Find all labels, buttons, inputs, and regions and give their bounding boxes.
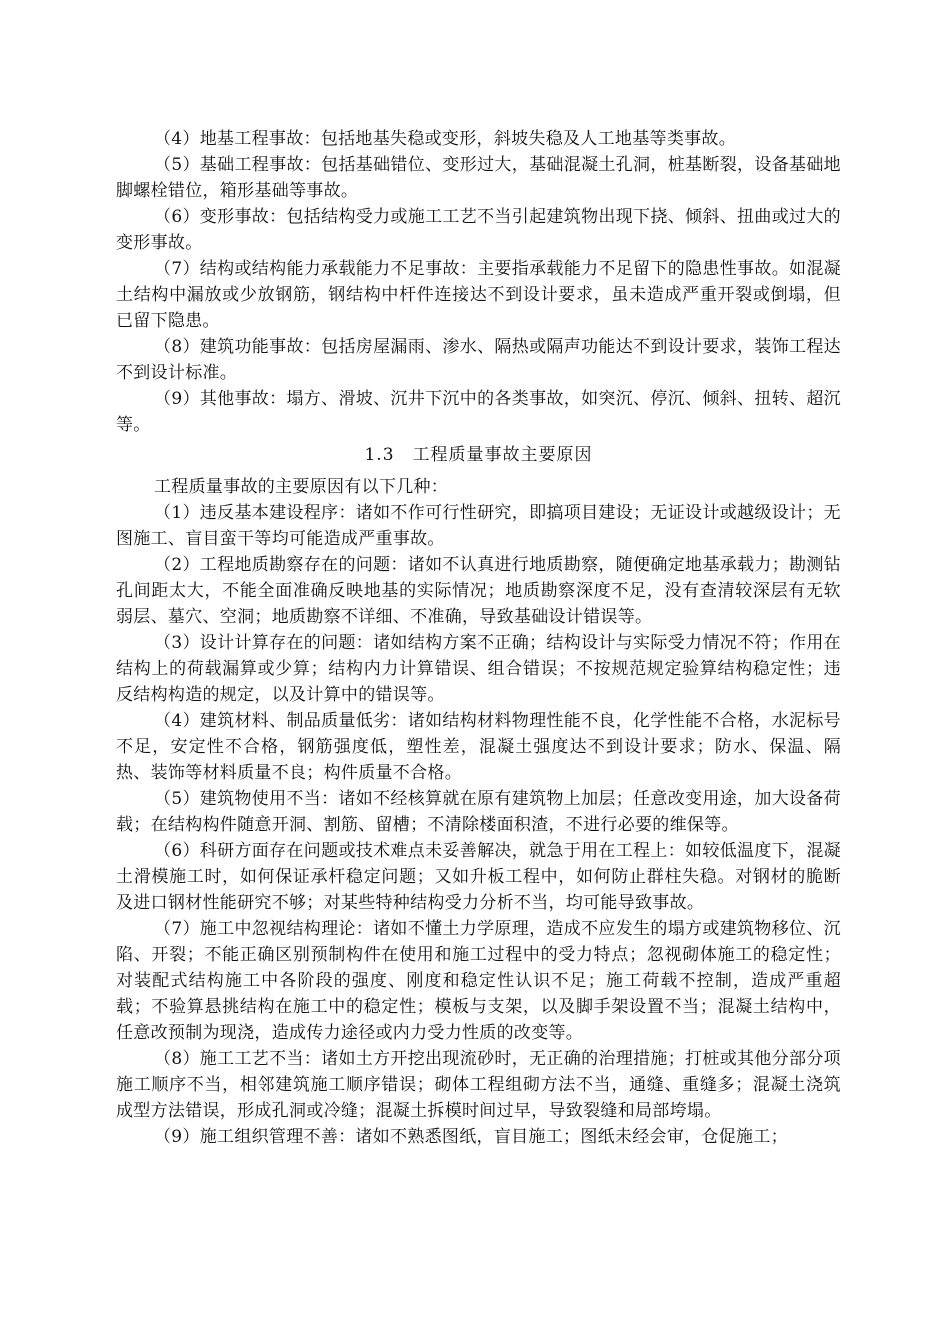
paragraph-cause-7: （7）施工中忽视结构理论：诸如不懂土力学原理，造成不应发生的塌方或建筑物移位、沉陷、开裂；不能正确区别预制构件在使用和施工过程中的受力特点；忽视砌体施工的稳定性；对装配式结构施工中各阶段的强度、刚度和稳定性认识不足；施工荷载不控制，造成严重超载；不验算悬挑结构在施工中的稳定性；模板与支架，以及脚手架设置不当；混凝土结构中，任意改预制为现浇，造成传力途径或内力受力性质的改变等。 [116,919,841,1043]
paragraph-cause-4: （4）建筑材料、制品质量低劣：诸如结构材料物理性能不良，化学性能不合格，水泥标号不足，安定性不合格，钢筋强度低，塑性差，混凝土强度达不到设计要求；防水、保温、隔热、装饰等材料质量不良；构件质量不合格。 [116,711,841,783]
paragraph-cause-8: （8）施工工艺不当：诸如土方开挖出现流砂时，无正确的治理措施；打桩或其他分部分项施工顺序不当，相邻建筑施工顺序错误；砌体工程组砌方法不当，通缝、重缝多；混凝土浇筑成型方法错误，形成孔洞或冷缝；混凝土拆模时间过早，导致裂缝和局部垮塌。 [116,1049,841,1121]
paragraph-cause-3: （3）设计计算存在的问题：诸如结构方案不正确；结构设计与实际受力情况不符；作用在结构上的荷载漏算或少算；结构内力计算错误、组合错误；不按规范规定验算结构稳定性；违反结构构造的规定，以及计算中的错误等。 [116,633,841,705]
paragraph-cause-2: （2）工程地质勘察存在的问题：诸如不认真进行地质勘察，随便确定地基承载力；勘测钻孔间距太大，不能全面准确反映地基的实际情况；地质勘察深度不足，没有查清较深层有无软弱层、墓穴、空洞；地质勘察不详细、不准确，导致基础设计错误等。 [116,555,841,627]
paragraph-cause-5: （5）建筑物使用不当：诸如不经核算就在原有建筑物上加层；任意改变用途，加大设备荷载；在结构构件随意开洞、割筋、留槽；不清除楼面积渣，不进行必要的维保等。 [116,789,841,835]
paragraph-foundation-accident: （4）地基工程事故：包括地基失稳或变形，斜坡失稳及人工地基等类事故。 [154,129,737,149]
paragraph-cause-1: （1）违反基本建设程序：诸如不作可行性研究，即搞项目建设；无证设计或越级设计；无图施工、盲目蛮干等均可能造成严重事故。 [116,503,841,549]
document-page [116,126,841,1150]
paragraph-intro: 工程质量事故的主要原因有以下几种： [154,477,449,497]
paragraph-deformation-accident: （6）变形事故：包括结构受力或施工工艺不当引起建筑物出现下挠、倾斜、扭曲或过大的变形事故。 [116,207,841,253]
paragraph-bearing-capacity-accident: （7）结构或结构能力承载能力不足事故：主要指承载能力不足留下的隐患性事故。如混凝土结构中漏放或少放钢筋，钢结构中杆件连接达不到设计要求，虽未造成严重开裂或倒塌，但已留下隐患。 [116,259,841,331]
paragraph-cause-9: （9）施工组织管理不善：诸如不熟悉图纸，盲目施工；图纸未经会审，仓促施工； [154,1127,788,1147]
section-heading: 1.3 工程质量事故主要原因 [364,445,593,465]
paragraph-base-accident: （5）基础工程事故：包括基础错位、变形过大，基础混凝土孔洞，桩基断裂，设备基础地脚螺栓错位，箱形基础等事故。 [116,155,841,201]
paragraph-other-accident: （9）其他事故：塌方、滑坡、沉井下沉中的各类事故，如突沉、停沉、倾斜、扭转、超沉等。 [116,389,841,435]
paragraph-function-accident: （8）建筑功能事故：包括房屋漏雨、渗水、隔热或隔声功能达不到设计要求，装饰工程达不到设计标准。 [116,337,841,383]
paragraph-cause-6: （6）科研方面存在问题或技术难点未妥善解决，就急于用在工程上：如较低温度下，混凝土滑模施工时，如何保证承杆稳定问题；又如升板工程中，如何防止群柱失稳。对钢材的脆断及进口钢材性能研究不够；对某些特种结构受力分析不当，均可能导致事故。 [116,841,841,913]
